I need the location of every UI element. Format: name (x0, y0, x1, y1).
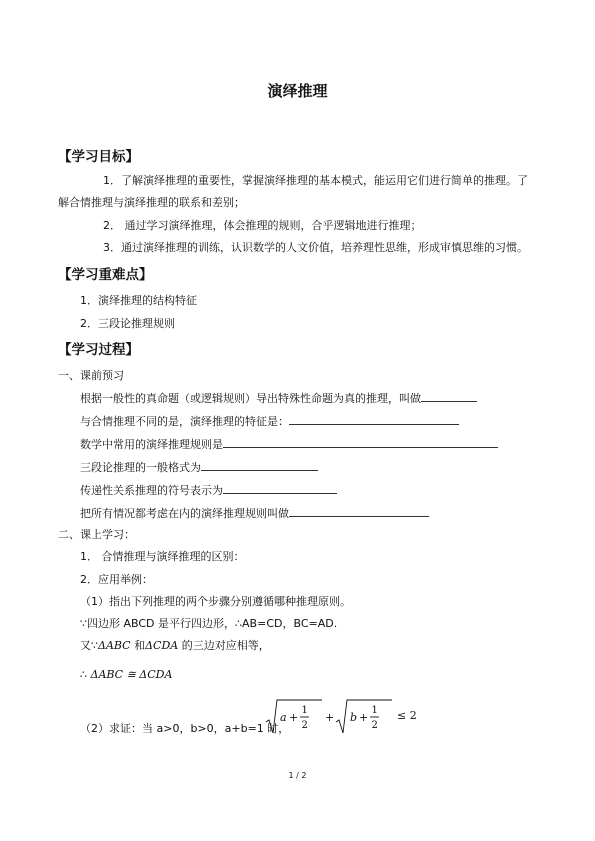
triangle-abc: ΔABC (98, 639, 131, 652)
key-point-1: 1．演绎推理的结构特征 (80, 294, 197, 307)
var-b: b (350, 711, 358, 724)
congruence-expression: ΔABC ≅ ΔCDA (90, 668, 173, 681)
denominator-1: 2 (301, 720, 308, 731)
key-point-2: 2．三段论推理规则 (80, 317, 175, 330)
page-title: 演绎推理 (267, 82, 328, 100)
answer-blank-1[interactable] (421, 390, 477, 402)
section-heading-key-points: 【学习重难点】 (58, 267, 153, 283)
class-item-1: 1． 合情推理与演绎推理的区别： (80, 550, 245, 563)
answer-blank-6[interactable] (289, 505, 429, 517)
plus-1: + (289, 711, 299, 724)
preview-question-2: 与合情推理不同的是，演绎推理的特征是： (80, 413, 459, 430)
answer-blank-4[interactable] (201, 459, 318, 471)
answer-blank-3[interactable] (223, 436, 498, 448)
preview-question-4: 三段论推理的一般格式为 (80, 459, 318, 476)
var-a: a (280, 711, 287, 724)
example-1-conclusion: ∴ ΔABC ≅ ΔCDA (80, 668, 173, 681)
numerator-2: 1 (371, 705, 378, 716)
section-heading-process: 【学习过程】 (58, 342, 139, 358)
section-heading-goals: 【学习目标】 (58, 149, 139, 165)
answer-blank-5[interactable] (223, 482, 337, 494)
preview-question-6: 把所有情况都考虑在内的演绎推理规则叫做 (80, 505, 429, 522)
example-1-prompt: （1）指出下列推理的两个步骤分别遵循哪种推理原则。 (80, 595, 351, 608)
inequality-rhs: ≤ 2 (397, 709, 417, 722)
preview-question-5: 传递性关系推理的符号表示为 (80, 482, 337, 499)
plus-2: + (359, 711, 369, 724)
preview-question-3: 数学中常用的演绎推理规则是 (80, 436, 498, 453)
preview-question-1: 根据一般性的真命题（或逻辑规则）导出特殊性命题为真的推理，叫做 (80, 390, 477, 407)
example-1-line-1: ∵四边形 ABCD 是平行四边形，∴AB=CD，BC=AD. (80, 617, 338, 630)
denominator-2: 2 (371, 720, 378, 731)
example-2-prompt: （2）求证：当 a>0，b>0，a+b=1 时， (80, 722, 290, 735)
example-1-line-2: 又∵ΔABC 和ΔCDA 的三边对应相等， (80, 639, 270, 652)
class-item-2: 2．应用举例： (80, 573, 153, 586)
goal-3: 3．通过演绎推理的训练，认识数学的人文价值，培养理性思维，形成审慎思维的习惯。 (103, 241, 528, 254)
inequality-formula (264, 697, 394, 737)
plus-middle: + (325, 711, 335, 724)
page-number: 1 / 2 (288, 771, 307, 780)
triangle-cda: ΔCDA (145, 639, 179, 652)
part1-heading: 一、课前预习 (58, 369, 124, 382)
goal-2: 2． 通过学习演绎推理，体会推理的规则，合乎逻辑地进行推理； (103, 219, 422, 232)
part2-heading: 二、课上学习： (58, 528, 135, 541)
numerator-1: 1 (301, 705, 308, 716)
answer-blank-2[interactable] (289, 413, 459, 425)
goal-1-line-1: 1．了解演绎推理的重要性，掌握演绎推理的基本模式，能运用它们进行简单的推理。了 (103, 174, 528, 187)
goal-1-line-2: 解合情推理与演绎推理的联系和差别； (58, 196, 245, 209)
